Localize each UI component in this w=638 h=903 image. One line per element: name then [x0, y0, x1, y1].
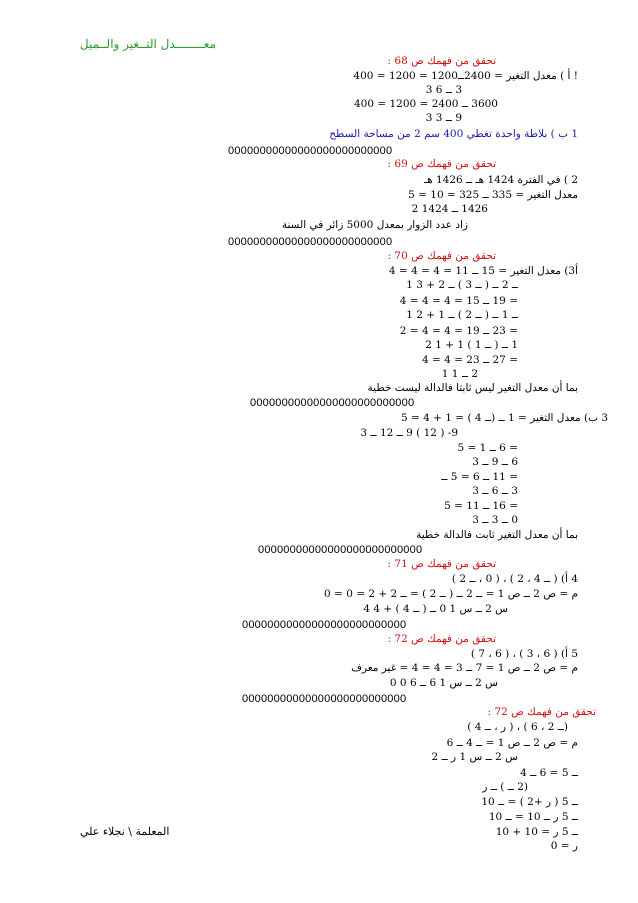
- equation-line: = 16 ــ 11 = 5: [444, 500, 518, 512]
- equation-line: 1426 ــ 1424 2: [411, 203, 488, 215]
- equation-line: 2 ) في الفترة 1424 هـ ــ 1426 هـ: [424, 174, 578, 186]
- equation-line: س 2 ــ س 1 ر ــ 2: [431, 751, 518, 763]
- equation-line: 3 ب) معدل التغير = 1 ــ (ــ 4 ) = 1 + 4 = 5: [400, 412, 608, 424]
- equation-line: (2 ــ ) ــ ر: [482, 781, 528, 793]
- equation-line: 3 ــ 6 ــ 3: [472, 485, 518, 497]
- separator: 00000000000000000000000000: [242, 693, 407, 705]
- equation-line: 9- ( 12 ) 9 ــ 12 ــ 3: [360, 427, 458, 439]
- equation-line: ــ 5 ر = 10 + 10: [495, 826, 578, 838]
- equation-line: 3600 ــ 2400 = 1200 = 400: [353, 98, 498, 110]
- page-title: معــــــــدل التــغير والــميل: [79, 37, 216, 51]
- separator: 00000000000000000000000000: [228, 236, 393, 248]
- points-line: 4 أ) ( ــ 4 ، 2 ) ، ( 0 ، ــ 2 ): [451, 573, 578, 585]
- equation-line: م = ص 2 ــ ص 1 = ــ 2 ــ ( ــ 2 ) = ــ 2 + 2 = 0 = 0: [324, 588, 578, 600]
- separator: 00000000000000000000000000: [258, 544, 423, 556]
- equation-line: س 2 ــ س 1 0 ــ ( ــ 4 ) + 4 4: [363, 603, 508, 615]
- equation-line: = 19 ــ 15 = 4 = 4 = 4: [399, 295, 518, 307]
- equation-line: ــ 1 ــ ( ــ 2 ) ــ 1 + 2 1: [406, 309, 518, 321]
- result-line: بما أن معدل التغير ثابت فالدالة خطية: [416, 529, 578, 541]
- equation-line: معدل التغير = 335 ــ 325 = 10 = 5: [408, 189, 578, 201]
- equation-line: 1 ــ ( ــ 1 ) 1 + 1 2: [425, 339, 518, 351]
- equation-line: = 11 ــ 6 = 5 ــ: [441, 471, 518, 483]
- section-title: تحقق من فهمك ص 71 :: [387, 558, 496, 570]
- result-line: 1 ب ) بلاطة واحدة تغطي 400 سم 2 من مساحة السطح: [329, 128, 578, 140]
- equation-line: ــ 2 ــ ( ــ 3 ) ــ 2 + 3 1: [406, 279, 518, 291]
- equation-line: 6 ــ 9 ــ 3: [472, 456, 518, 468]
- equation-line: ــ 5 ( ر +2 ) = ــ 10: [481, 796, 578, 808]
- section-title: تحقق من فهمك ص 69 :: [387, 158, 496, 170]
- equation-line: ــ 5 = 6 ــ 4: [520, 767, 578, 779]
- section-title: تحقق من فهمك ص 72 :: [387, 633, 496, 645]
- separator: 00000000000000000000000000: [250, 397, 415, 409]
- separator: 00000000000000000000000000: [228, 145, 393, 157]
- equation-line: = 6 ــ 1 = 5: [457, 442, 518, 454]
- equation-line: 9 ــ 3 3: [425, 112, 462, 124]
- equation-line: م = ص 2 ــ ص 1 = ــ 4 ــ 6: [446, 737, 578, 749]
- equation-line: أ3) معدل التغير = 15 ــ 11 = 4 = 4 = 4: [388, 265, 578, 277]
- equation-line: 0 ــ 3 ــ 3: [472, 514, 518, 526]
- equation-line: م = ص 2 ــ ص 1 = 7 ــ 3 = 4 = 4 = غير معرف: [351, 662, 578, 674]
- equation-line: ! أ ) معدل التغير = 2400ــ1200 = 1200 = 400: [353, 70, 578, 82]
- result-line: زاد عدد الزوار بمعدل 5000 زائر في السنة: [281, 219, 468, 231]
- equation-line: س 2 ــ س 1 6 ــ 6 0 0: [389, 677, 498, 689]
- equation-line: = 27 ــ 23 = 4 = 4: [421, 354, 518, 366]
- equation-line: ــ 5 ر ــ 10 = ــ 10: [488, 811, 578, 823]
- points-line: 5 أ) ( 6 ، 3 ) ، ( 6 ، 7 ): [470, 648, 578, 660]
- section-title: تحقق من فهمك ص 68 :: [387, 55, 496, 67]
- teacher-signature: المعلمة \ نجلاء علي: [80, 825, 170, 838]
- separator: 00000000000000000000000000: [242, 619, 407, 631]
- equation-line: = 23 ــ 19 = 4 = 4 = 2: [399, 325, 518, 337]
- section-title: تحقق من فهمك ص 70 :: [387, 250, 496, 262]
- result-line: ر = 0: [550, 840, 578, 852]
- result-line: بما أن معدل التغير ليس ثابتا فالدالة ليست خطية: [367, 382, 578, 394]
- equation-line: 2 ــ 1 1: [441, 368, 478, 380]
- points-line: (ــ 2 ، 6 ) ، ( ر ، ــ 4 ): [467, 721, 568, 733]
- equation-line: 3 ــ 6 3: [425, 84, 462, 96]
- section-title: تحقق من فهمك ص 72 :: [487, 706, 596, 718]
